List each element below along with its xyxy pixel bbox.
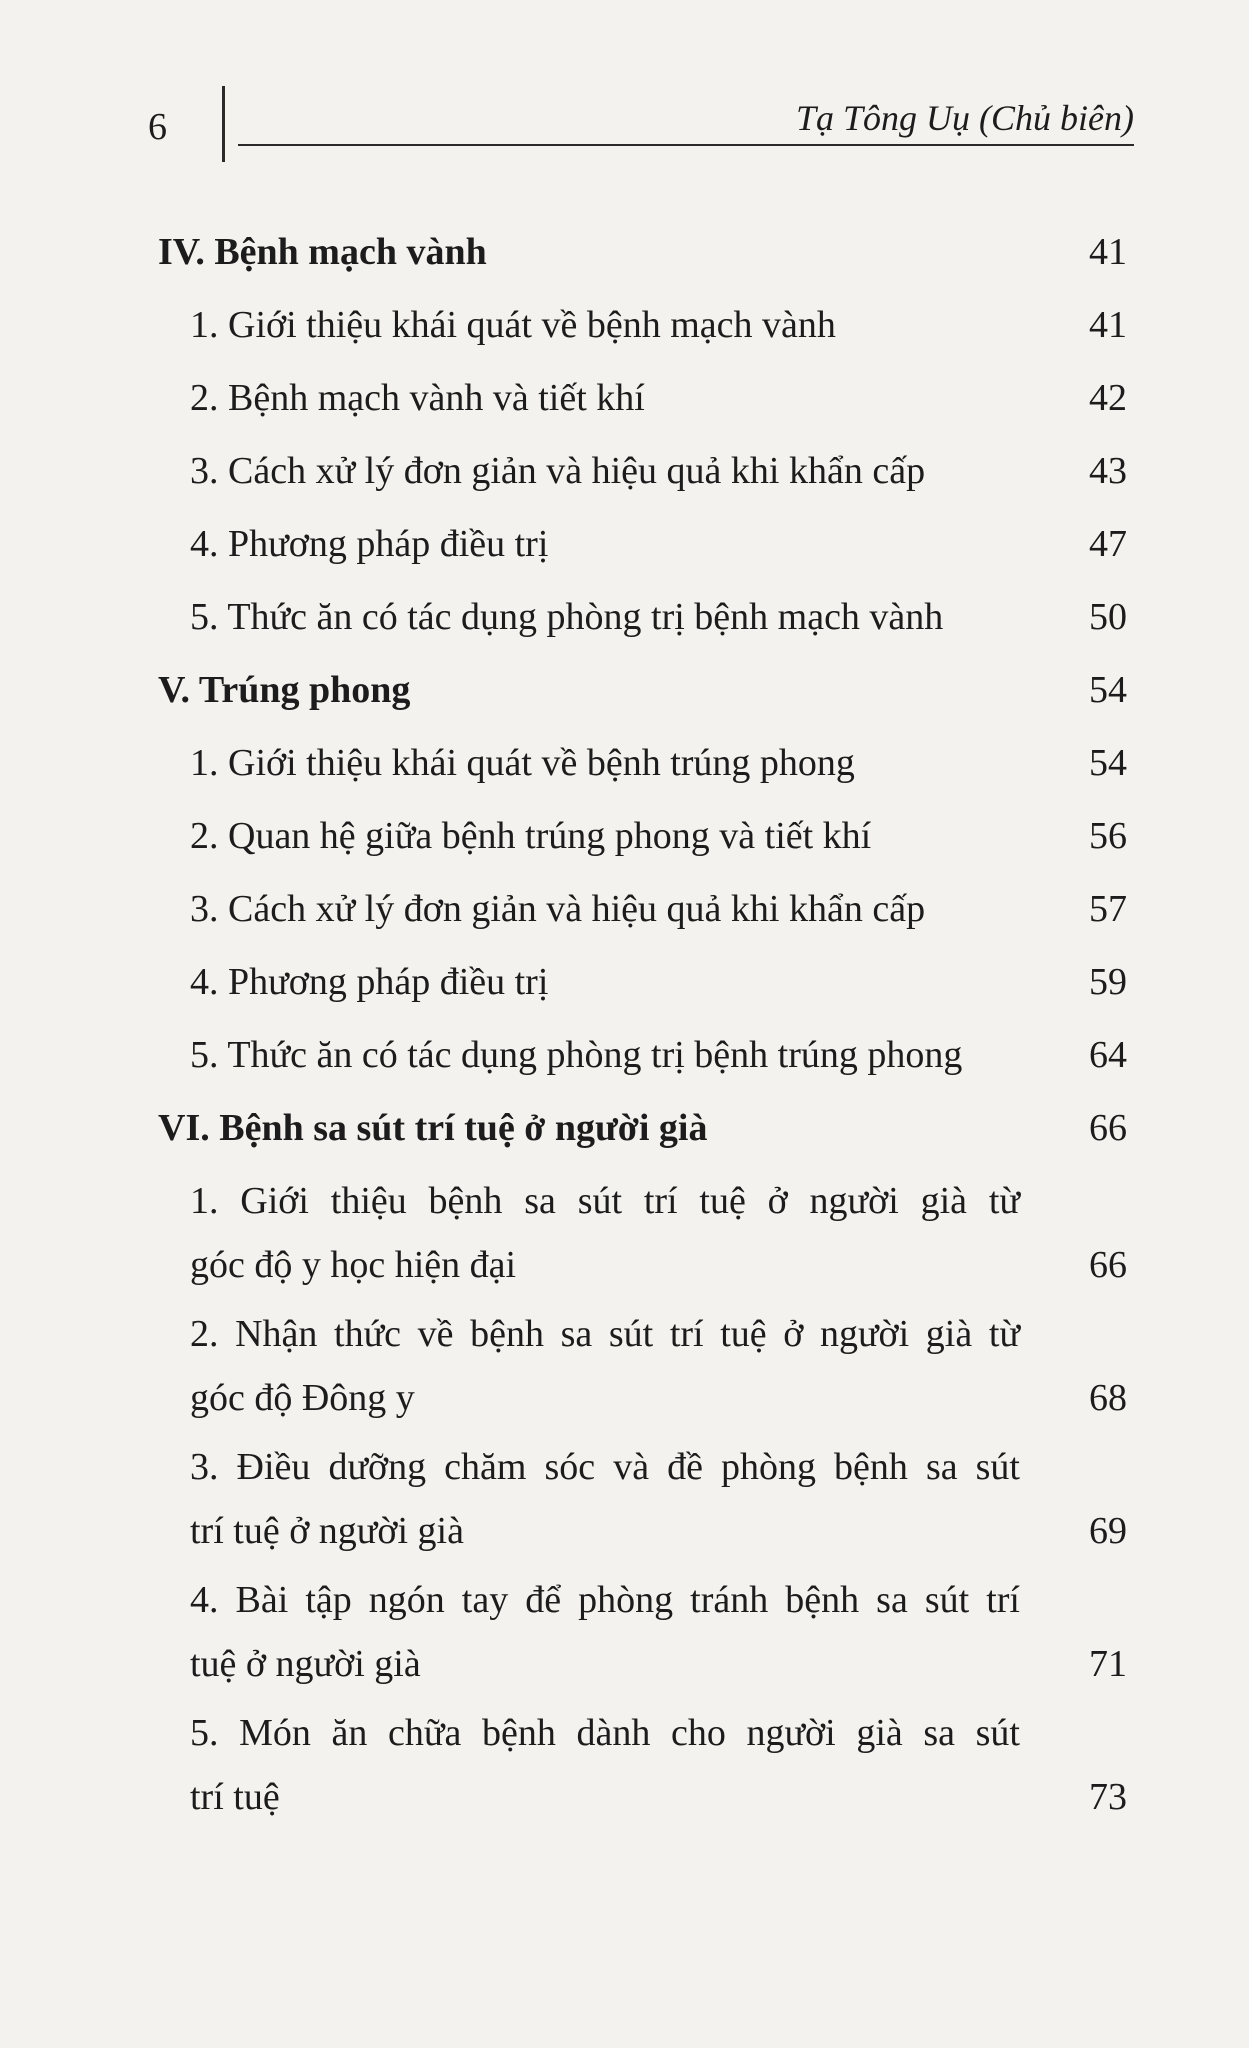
toc-entry-line2 [0, 1767, 1249, 1827]
toc-section-title: V. Trúng phong [158, 669, 411, 711]
toc-page-number: 66 [1089, 1107, 1127, 1149]
toc-entry [0, 587, 1249, 647]
toc-page-number: 73 [1089, 1776, 1127, 1818]
toc-page-number: 41 [1089, 231, 1127, 273]
header-vertical-bar [222, 86, 225, 162]
toc-entry-title: 5. Thức ăn có tác dụng phòng trị bệnh trúng phong [190, 1034, 963, 1076]
toc-section [0, 660, 1249, 720]
toc-entry-title: 5. Món ăn chữa bệnh dành cho người già sa sút [190, 1712, 1020, 1754]
toc-entry-title-continued: góc độ Đông y [190, 1377, 415, 1419]
toc-section [0, 222, 1249, 282]
toc-entry-title: 1. Giới thiệu khái quát về bệnh trúng phong [190, 742, 855, 784]
toc-entry-title: 1. Giới thiệu bệnh sa sút trí tuệ ở người già từ [190, 1180, 1020, 1222]
toc-page-number: 41 [1089, 304, 1127, 346]
toc-entry-title-continued: góc độ y học hiện đại [190, 1244, 517, 1286]
toc-entry [0, 441, 1249, 501]
toc-entry [0, 368, 1249, 428]
toc-entry-title: 1. Giới thiệu khái quát về bệnh mạch vành [190, 304, 836, 346]
toc-entry-title: 3. Điều dưỡng chăm sóc và đề phòng bệnh sa sút [190, 1446, 1020, 1488]
toc-entry-title: 5. Thức ăn có tác dụng phòng trị bệnh mạch vành [190, 596, 944, 638]
toc-entry [0, 295, 1249, 355]
toc-entry-title: 3. Cách xử lý đơn giản và hiệu quả khi khẩn cấp [190, 450, 926, 492]
toc-entry-title: 2. Bệnh mạch vành và tiết khí [190, 377, 645, 419]
toc-entry-title: 4. Phương pháp điều trị [190, 961, 549, 1003]
toc-page-number: 57 [1089, 888, 1127, 930]
header-rule [238, 144, 1134, 146]
toc-entry-line1 [0, 1437, 1249, 1497]
toc-entry-line1 [0, 1703, 1249, 1763]
toc-page-number: 64 [1089, 1034, 1127, 1076]
toc-section-title: IV. Bệnh mạch vành [158, 231, 487, 273]
toc-entry [0, 879, 1249, 939]
toc-page-number: 50 [1089, 596, 1127, 638]
toc-entry [0, 806, 1249, 866]
toc-page-number: 42 [1089, 377, 1127, 419]
toc-page-number: 56 [1089, 815, 1127, 857]
toc-entry-line2 [0, 1235, 1249, 1295]
toc-entry-line1 [0, 1304, 1249, 1364]
toc-entry [0, 952, 1249, 1012]
toc-page-number: 59 [1089, 961, 1127, 1003]
toc-entry-line1 [0, 1171, 1249, 1231]
toc-page-number: 68 [1089, 1377, 1127, 1419]
toc-section [0, 1098, 1249, 1158]
toc-page-number: 71 [1089, 1643, 1127, 1685]
toc-entry-title: 3. Cách xử lý đơn giản và hiệu quả khi khẩn cấp [190, 888, 926, 930]
toc-page-number: 54 [1089, 742, 1127, 784]
toc-page-number: 54 [1089, 669, 1127, 711]
toc-entry-title-continued: trí tuệ ở người già [190, 1510, 464, 1552]
toc-page-number: 66 [1089, 1244, 1127, 1286]
toc-entry-line2 [0, 1368, 1249, 1428]
toc-section-title: VI. Bệnh sa sút trí tuệ ở người già [158, 1107, 708, 1149]
running-header-title: Tạ Tông Uụ (Chủ biên) [795, 98, 1134, 138]
toc-entry-title: 2. Quan hệ giữa bệnh trúng phong và tiết khí [190, 815, 872, 857]
toc-entry [0, 514, 1249, 574]
toc-entry-title: 2. Nhận thức về bệnh sa sút trí tuệ ở người già từ [190, 1313, 1020, 1355]
toc-entry-line2 [0, 1634, 1249, 1694]
toc-entry-title-continued: tuệ ở người già [190, 1643, 421, 1685]
toc-entry-title: 4. Bài tập ngón tay để phòng tránh bệnh sa sút trí [190, 1579, 1020, 1621]
toc-entry [0, 733, 1249, 793]
toc-entry-line2 [0, 1501, 1249, 1561]
toc-page-number: 43 [1089, 450, 1127, 492]
toc-page-number: 47 [1089, 523, 1127, 565]
toc-entry-line1 [0, 1570, 1249, 1630]
toc-entry-title-continued: trí tuệ [190, 1776, 280, 1818]
page-number: 6 [148, 106, 167, 148]
toc-page-number: 69 [1089, 1510, 1127, 1552]
toc-entry [0, 1025, 1249, 1085]
toc-entry-title: 4. Phương pháp điều trị [190, 523, 549, 565]
